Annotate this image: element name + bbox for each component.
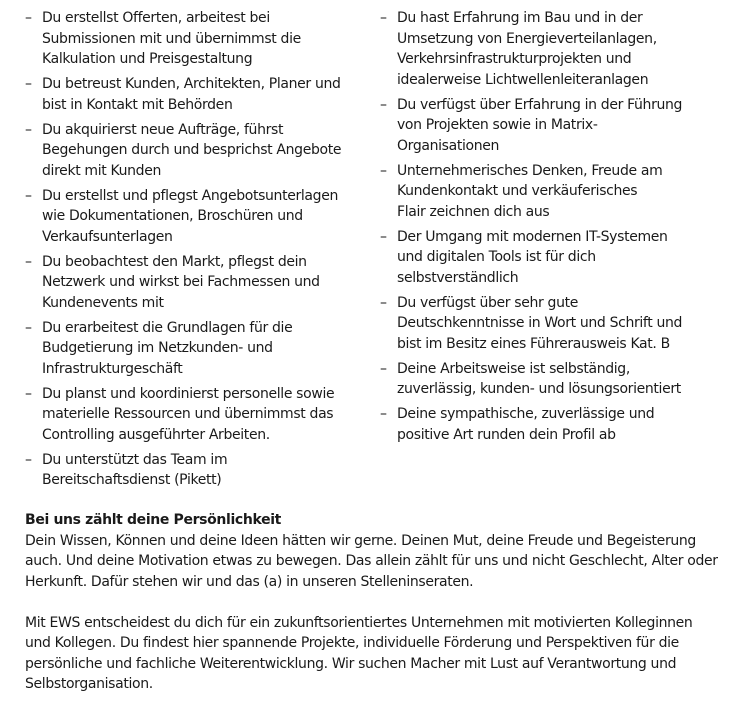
list-item-text: Deine sympathische, zuverlässige und positive Art runden dein Profil ab — [397, 406, 655, 443]
list-item — [25, 252, 355, 314]
list-item — [25, 450, 355, 491]
list-item-text: Du beobachtest den Markt, pflegst dein Netzwerk und wirkst bei Fachmessen und Kundenevents mit — [42, 253, 320, 311]
dash-bullet: – — [25, 451, 32, 468]
dash-bullet: – — [25, 319, 32, 336]
list-item-text: Du verfügst über Erfahrung in der Führung von Projekten sowie in Matrix- Organisationen — [397, 96, 683, 154]
list-item — [25, 120, 355, 182]
list-item-text: Du erstellst und pflegst Angebotsunterlagen wie Dokumentationen, Broschüren und Verkaufsunterlagen — [42, 187, 338, 245]
dash-bullet: – — [380, 228, 387, 245]
list-item-text: Du planst und koordinierst personelle sowie materielle Ressourcen und übernimmst das Controlling ausgeführter Arbeiten. — [42, 385, 335, 443]
list-item-text: Der Umgang mit modernen IT-Systemen und digitalen Tools ist für dich selbstverständlich — [397, 228, 668, 286]
dash-bullet: – — [25, 385, 32, 402]
list-item-text: Du erstellst Offerten, arbeitest bei Submissionen mit und übernimmst die Kalkulation und Preisgestaltung — [42, 10, 301, 67]
list-item — [380, 359, 710, 400]
company-paragraph: Mit EWS entscheidest du dich für ein zukunftsorientiertes Unternehmen mit motivierten Kolleginnen und Kollegen. Du findest hier spannende Projekte, individuelle Förderung und Perspektiven für die persönliche und fachliche Weiterentwicklung. Wir suchen Macher mit Lust auf Verantwortung und Selbstorganisation. — [25, 614, 693, 692]
list-item — [380, 227, 710, 289]
dash-bullet: – — [380, 96, 387, 113]
list-item-text: Du akquirierst neue Aufträge, führst Begehungen durch und besprichst Angebote direkt mit Kunden — [42, 121, 342, 179]
list-item-text: Du betreust Kunden, Architekten, Planer und bist in Kontakt mit Behörden — [42, 76, 341, 113]
list-item — [380, 161, 710, 223]
list-item-text: Unternehmerisches Denken, Freude am Kundenkontakt und verkäuferisches Flair zeichnen dich aus — [397, 162, 663, 220]
list-item — [25, 186, 355, 248]
dash-bullet: – — [25, 253, 32, 270]
list-item — [380, 404, 710, 445]
list-item-text: Du unterstützt das Team im Bereitschaftsdienst (Pikett) — [42, 451, 228, 488]
list-item-text: Du erarbeitest die Grundlagen für die Budgetierung im Netzkunden- und Infrastrukturgeschäft — [42, 319, 293, 377]
list-item — [25, 74, 355, 115]
list-item — [380, 293, 710, 355]
tasks-list — [25, 8, 355, 495]
dash-bullet: – — [25, 10, 32, 26]
personality-paragraph: Dein Wissen, Können und deine Ideen hätten wir gerne. Deinen Mut, deine Freude und Begeisterung auch. Und deine Motivation etwas zu bewegen. Das allein zählt für uns und nicht Geschlecht, Alter oder Herkunft. Dafür stehen wir und das (a) in unseren Stelleninseraten. — [25, 532, 718, 590]
list-item — [25, 384, 355, 446]
dash-bullet: – — [380, 10, 387, 26]
list-item-text: Deine Arbeitsweise ist selbständig, zuverlässig, kunden- und lösungsorientiert — [397, 360, 681, 397]
list-item — [380, 8, 710, 90]
dash-bullet: – — [380, 162, 387, 179]
dash-bullet: – — [380, 294, 387, 311]
list-item-text: Du verfügst über sehr gute Deutschkenntnisse in Wort und Schrift und bist im Besitz eines Führerausweis Kat. B — [397, 294, 683, 352]
list-item — [25, 8, 355, 70]
list-item — [380, 95, 710, 157]
dash-bullet: – — [380, 360, 387, 377]
section-heading: Bei uns zählt deine Persönlichkeit — [25, 512, 282, 528]
list-item — [25, 318, 355, 380]
dash-bullet: – — [25, 76, 32, 92]
personality-section — [25, 510, 725, 695]
profile-list — [380, 8, 710, 450]
dash-bullet: – — [25, 187, 32, 204]
dash-bullet: – — [380, 406, 387, 422]
dash-bullet: – — [25, 121, 32, 138]
list-item-text: Du hast Erfahrung im Bau und in der Umsetzung von Energieverteilanlagen, Verkehrsinfrastrukturprojekten und idealerweise Lichtwellenleiteranlagen — [397, 10, 657, 88]
